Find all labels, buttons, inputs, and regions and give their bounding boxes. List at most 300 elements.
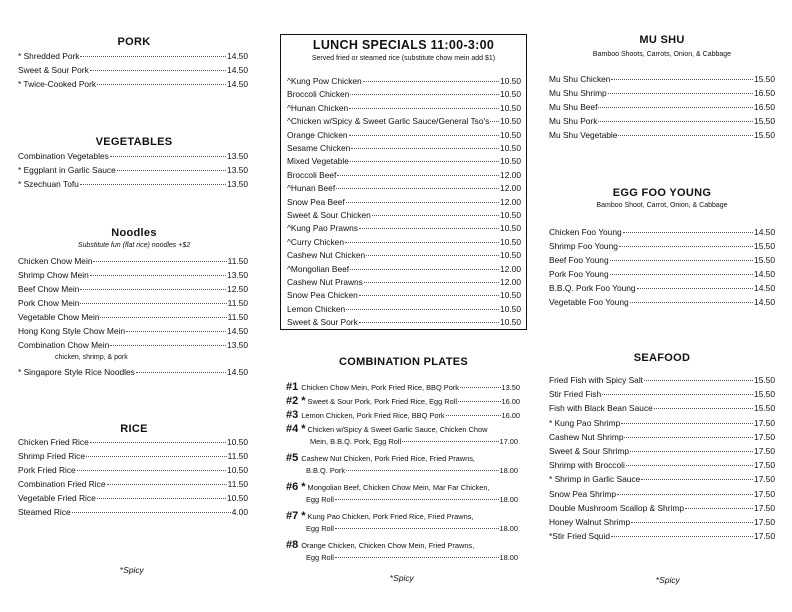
menu-item (18, 179, 248, 191)
menu-item (549, 283, 775, 295)
combo-price: 18.00 (499, 524, 518, 533)
dot-leader (402, 441, 498, 442)
dot-leader (363, 81, 499, 82)
menu-item (18, 270, 248, 282)
item-name: Mu Shu Pork (549, 116, 598, 126)
item-name: * Shredded Pork (18, 51, 80, 61)
item-price: 13.50 (227, 270, 248, 280)
item-price: 12.00 (500, 183, 521, 194)
spicy-legend-right (656, 575, 680, 585)
combo-number: #4 (286, 423, 299, 435)
dot-leader (458, 401, 500, 402)
item-name: ^Hunan Beef (287, 183, 336, 194)
menu-item (18, 465, 248, 477)
item-name: Sweet & Sour Pork (18, 65, 89, 75)
eggfoo-note: Bamboo Shoot, Carrot, Onion, & Cabbage (596, 202, 728, 209)
item-price: 11.50 (227, 256, 248, 266)
combo-description: Lemon Chicken, Pork Fried Rice, BBQ Pork (301, 411, 445, 420)
combination-title: COMBINATION PLATES (338, 356, 469, 368)
item-name: ^Curry Chicken (287, 236, 344, 247)
item-price: 16.50 (754, 88, 775, 98)
menu-item (549, 389, 775, 401)
item-name: Lemon Chicken (287, 303, 346, 314)
dot-leader (366, 255, 499, 256)
dot-leader (97, 84, 226, 85)
combo-plate (286, 395, 520, 407)
dot-leader (446, 415, 501, 416)
menu-item (549, 446, 775, 458)
combo-description: Mein, B.B.Q. Pork, Egg Roll (310, 437, 402, 446)
dot-leader (107, 484, 227, 485)
item-name: ^Hunan Chicken (287, 102, 349, 113)
item-name: Stir Fried Fish (549, 389, 602, 400)
dot-leader (349, 135, 500, 136)
item-price: 15.50 (754, 375, 775, 385)
dot-leader (100, 317, 226, 318)
menu-item (549, 88, 775, 100)
item-price: 10.50 (500, 210, 521, 220)
menu-item (549, 116, 775, 128)
item-price: 14.50 (754, 283, 775, 293)
combo-description: Chicken Chow Mein, Pork Fried Rice, BBQ Pork (301, 383, 459, 392)
dot-leader (335, 499, 499, 500)
spicy-star: * (120, 565, 124, 575)
dot-leader (126, 331, 226, 332)
dot-leader (97, 498, 226, 499)
item-name: Combination Vegetables (18, 151, 109, 161)
dot-leader (610, 274, 753, 275)
item-price: 12.00 (500, 169, 521, 180)
menu-item (549, 489, 775, 501)
item-price: 12.00 (500, 196, 521, 207)
menu-item (549, 74, 775, 86)
dot-leader (685, 508, 753, 509)
menu-item (549, 241, 775, 253)
dot-leader (335, 528, 499, 529)
item-price: 13.50 (227, 165, 248, 175)
spicy-label: Spicy (659, 575, 680, 585)
item-name: Combination Fried Rice (18, 479, 106, 489)
combo-number: #2 (286, 395, 299, 407)
item-price: 10.50 (500, 317, 521, 328)
item-price: 10.50 (500, 236, 521, 247)
seafood-title: SEAFOOD (633, 352, 691, 364)
combo-number: #1 (286, 381, 299, 393)
item-name: Shrimp Fried Rice (18, 451, 86, 461)
spicy-legend-left (120, 565, 144, 575)
item-name: * Eggplant in Garlic Sauce (18, 165, 116, 175)
item-price: 10.50 (227, 437, 248, 447)
combo-price: 18.00 (499, 553, 518, 562)
combo-plate-continued (306, 495, 518, 504)
item-price: 10.50 (500, 290, 521, 301)
item-price: 14.50 (227, 79, 248, 89)
combo-description: Sweet & Sour Pork, Pork Fried Rice, Egg Roll (307, 397, 458, 406)
dot-leader (618, 135, 753, 136)
item-name: * Shrimp in Garlic Sauce (549, 474, 641, 485)
item-name: Shrimp Chow Mein (18, 270, 89, 280)
dot-leader (608, 93, 753, 94)
item-name: Chicken Chow Mein (18, 256, 93, 266)
item-name: Snow Pea Beef (287, 196, 345, 207)
dot-leader (359, 322, 499, 323)
dot-leader (335, 557, 499, 558)
item-name: Chicken Fried Rice (18, 437, 89, 447)
item-name: Mixed Vegetable (287, 156, 349, 167)
item-price: 10.50 (500, 89, 521, 100)
combo-price: 16.00 (501, 411, 520, 420)
noodles-title: Noodles (111, 227, 157, 239)
spicy-star: * (301, 423, 306, 435)
dot-leader (350, 94, 499, 95)
dot-leader (86, 456, 227, 457)
dot-leader (80, 184, 226, 185)
combo-plate-continued (310, 437, 518, 446)
spicy-label: Spicy (393, 573, 414, 583)
menu-item (287, 223, 521, 235)
item-price: 11.50 (227, 298, 248, 308)
dot-leader (598, 121, 753, 122)
dot-leader (136, 372, 226, 373)
combo-price: 18.00 (499, 466, 518, 475)
item-price: 15.50 (754, 74, 775, 84)
item-price: 17.50 (754, 417, 775, 428)
menu-item (287, 183, 521, 195)
item-name: Cashew Nut Chicken (287, 250, 366, 261)
item-price: 17.50 (754, 517, 775, 527)
combo-plate (286, 409, 520, 421)
dot-leader (337, 175, 499, 176)
combo-price: 16.00 (501, 397, 520, 406)
item-name: Sesame Chicken (287, 143, 351, 153)
item-price: 17.50 (754, 474, 775, 485)
item-name: Broccoli Chicken (287, 89, 350, 100)
dot-leader (372, 215, 499, 216)
menu-item (18, 451, 248, 463)
menu-item (287, 277, 521, 289)
item-price: 14.50 (227, 51, 248, 61)
menu-item (18, 79, 248, 91)
item-name: * Szechuan Tofu (18, 179, 79, 189)
dot-leader (364, 282, 499, 283)
item-name: Vegetable Foo Young (549, 297, 629, 307)
dot-leader (90, 70, 226, 71)
combo-number: #3 (286, 409, 299, 421)
menu-item (287, 103, 521, 115)
item-price: 14.50 (754, 297, 775, 307)
menu-item (549, 503, 775, 515)
item-name: Sweet & Sour Chicken (287, 210, 371, 220)
menu-item (549, 255, 775, 267)
dot-leader (110, 345, 226, 346)
menu-item (287, 130, 521, 142)
menu-item (549, 297, 775, 309)
item-name: Pork Foo Young (549, 269, 609, 279)
menu-item (287, 156, 521, 168)
dot-leader (72, 512, 231, 513)
combo-description: Orange Chicken, Chicken Chow Mein, Fried Prawns, (301, 541, 475, 550)
menu-item (549, 531, 775, 543)
spicy-legend-middle (390, 573, 414, 583)
item-price: 10.50 (500, 223, 521, 234)
dot-leader (350, 269, 499, 270)
menu-item (18, 493, 248, 505)
item-price: 10.50 (500, 303, 521, 314)
combo-number: #8 (286, 539, 299, 551)
combo-plate (286, 539, 516, 551)
dot-leader (80, 289, 226, 290)
item-name: Chicken Foo Young (549, 227, 622, 237)
item-name: Snow Pea Chicken (287, 290, 358, 301)
item-name: ^Chicken w/Spicy & Sweet Garlic Sauce/General Tso's (287, 116, 490, 127)
item-name: Fish with Black Bean Sauce (549, 403, 653, 414)
dot-leader (336, 188, 499, 189)
menu-item (18, 326, 248, 338)
dot-leader (598, 107, 753, 108)
dot-leader (80, 303, 226, 304)
vegetables-title: VEGETABLES (95, 136, 173, 148)
lunch-title: LUNCH SPECIALS 11:00-3:00 (312, 38, 495, 52)
item-price: 14.50 (227, 65, 248, 75)
menu-item (18, 65, 248, 77)
combo-price: 17.00 (499, 437, 518, 446)
menu-item (549, 418, 775, 430)
dot-leader (611, 536, 753, 537)
combo-plate-continued (306, 466, 518, 475)
menu-item (287, 250, 521, 262)
item-price: 10.50 (500, 102, 521, 113)
item-name: Beef Foo Young (549, 255, 609, 265)
menu-item (549, 269, 775, 281)
item-name: Mu Shu Beef (549, 102, 598, 112)
combo-number: #6 (286, 481, 299, 493)
menu-item (287, 76, 521, 88)
dot-leader (117, 170, 226, 171)
menu-item (549, 403, 775, 415)
menu-item (18, 312, 248, 324)
item-name: ^Kung Pow Chicken (287, 76, 362, 86)
dot-leader (93, 261, 226, 262)
dot-leader (637, 288, 753, 289)
item-name: * Kung Pao Shrimp (549, 417, 621, 428)
dot-leader (90, 275, 226, 276)
item-price: 4.00 (231, 507, 248, 517)
item-price: 10.50 (227, 465, 248, 475)
menu-item (18, 165, 248, 177)
spicy-star: * (390, 573, 394, 583)
item-name: ^Mongolian Beef (287, 263, 350, 274)
menu-item (18, 507, 248, 519)
item-price: 17.50 (754, 431, 775, 442)
menu-item (549, 432, 775, 444)
menu-item (287, 89, 521, 101)
item-price: 15.50 (754, 116, 775, 126)
menu-item (287, 317, 521, 329)
item-price: 17.50 (754, 502, 775, 513)
combo-number: #5 (286, 452, 299, 464)
item-name: Vegetable Fried Rice (18, 493, 96, 503)
dot-leader (110, 156, 226, 157)
item-name: ^Kung Pao Prawns (287, 223, 358, 234)
menu-item (18, 479, 248, 491)
combo-plate (286, 381, 520, 393)
item-name: Shrimp with Broccoli (549, 460, 625, 471)
menu-item (18, 437, 248, 449)
item-name: Broccoli Beef (287, 169, 337, 180)
mushu-note: Bamboo Shoots, Carrots, Onion, & Cabbage (592, 51, 732, 58)
item-price: 15.50 (754, 241, 775, 251)
item-name: * Twice-Cooked Pork (18, 79, 97, 89)
dot-leader (611, 79, 753, 80)
item-price: 15.50 (754, 255, 775, 265)
menu-item (549, 375, 775, 387)
item-price: 17.50 (754, 488, 775, 499)
item-price: 10.50 (500, 250, 521, 261)
combo-plate-continued (306, 524, 518, 533)
item-price: 11.50 (227, 479, 248, 489)
item-name: Hong Kong Style Chow Mein (18, 326, 126, 336)
menu-item (18, 151, 248, 163)
dot-leader (346, 309, 499, 310)
spicy-label: Spicy (123, 565, 144, 575)
item-name: Sweet & Sour Pork (287, 317, 358, 328)
item-name: Honey Walnut Shrimp (549, 517, 631, 527)
menu-item (18, 340, 248, 352)
item-price: 10.50 (500, 116, 521, 127)
item-name: Orange Chicken (287, 129, 348, 140)
item-price: 13.50 (227, 151, 248, 161)
combo-description: Egg Roll (306, 553, 334, 562)
spicy-star: * (301, 395, 306, 407)
dot-leader (624, 437, 753, 438)
item-price: 16.50 (754, 102, 775, 112)
menu-item (287, 170, 521, 182)
dot-leader (80, 56, 226, 57)
dot-leader (617, 494, 753, 495)
item-name: B.B.Q. Pork Foo Young (549, 283, 636, 293)
item-name: Fried Fish with Spicy Salt (549, 375, 644, 385)
item-name: Cashew Nut Shrimp (549, 431, 624, 442)
item-name: Cashew Nut Prawns (287, 277, 363, 287)
item-price: 14.50 (754, 227, 775, 237)
combo-description: B.B.Q. Pork (306, 466, 346, 475)
menu-item (18, 298, 248, 310)
item-price: 10.50 (500, 156, 521, 167)
dot-leader (460, 387, 501, 388)
item-price: 15.50 (754, 389, 775, 400)
menu-item (287, 264, 521, 276)
item-name: Sweet & Sour Shrimp (549, 446, 630, 456)
dot-leader (630, 302, 753, 303)
rice-title: RICE (120, 423, 148, 435)
item-price: 11.50 (227, 451, 248, 461)
menu-item (549, 517, 775, 529)
combo-description: Egg Roll (306, 524, 334, 533)
item-price: 15.50 (754, 403, 775, 414)
item-price: 10.50 (500, 129, 521, 140)
menu-item (18, 284, 248, 296)
combo-description: Egg Roll (306, 495, 334, 504)
spicy-star: * (301, 510, 306, 522)
dot-leader (359, 228, 499, 229)
dot-leader (644, 380, 753, 381)
menu-item (549, 474, 775, 486)
dot-leader (641, 479, 753, 480)
menu-item (549, 460, 775, 472)
dot-leader (90, 442, 226, 443)
item-price: 14.50 (227, 326, 248, 336)
item-name: Pork Fried Rice (18, 465, 76, 475)
item-price: 12.00 (500, 277, 521, 287)
combo-description: Cashew Nut Chicken, Pork Fried Rice, Fried Prawns, (301, 454, 475, 463)
item-name: Mu Shu Shrimp (549, 88, 607, 98)
eggfoo-title: EGG FOO YOUNG (612, 187, 712, 199)
combo-description: Chicken w/Spicy & Sweet Garlic Sauce, Chicken Chow (307, 425, 488, 434)
item-price: 10.50 (500, 76, 521, 86)
item-name: Vegetable Chow Mein (18, 312, 100, 322)
dot-leader (602, 394, 753, 395)
item-name: Shrimp Foo Young (549, 241, 618, 251)
lunch-note: Served fried or steamed rice (substitute chow mein add $1) (311, 55, 496, 62)
menu-item (549, 130, 775, 142)
combo-plate (286, 481, 516, 493)
item-price: 13.50 (227, 340, 248, 350)
menu-item (18, 51, 248, 63)
pork-title: PORK (117, 36, 151, 48)
menu-item (287, 197, 521, 209)
dot-leader (346, 470, 498, 471)
menu-item (18, 256, 248, 268)
dot-leader (631, 522, 753, 523)
dot-leader (346, 202, 499, 203)
item-name: Pork Chow Mein (18, 298, 80, 308)
dot-leader (490, 121, 499, 122)
menu-item (287, 237, 521, 249)
dot-leader (623, 232, 753, 233)
menu-item (287, 143, 521, 155)
item-price: 14.50 (227, 367, 248, 377)
item-name: Snow Pea Shrimp (549, 488, 617, 499)
item-price: 10.50 (500, 143, 521, 153)
mushu-title: MU SHU (639, 34, 685, 46)
menu-item (287, 116, 521, 128)
dot-leader (345, 242, 499, 243)
item-name: Combination Chow Mein (18, 340, 110, 350)
combination-chow-mein-note: chicken, shrimp, & pork (55, 354, 128, 361)
combo-description: Kung Pao Chicken, Pork Fried Rice, Fried Prawns, (307, 512, 474, 521)
dot-leader (359, 295, 499, 296)
dot-leader (349, 108, 499, 109)
noodles-note: Substitute fun (flat rice) noodles +$2 (77, 242, 191, 249)
combo-plate (286, 510, 516, 522)
spicy-star: * (301, 481, 306, 493)
combo-description: Mongolian Beef, Chicken Chow Mein, Mar Far Chicken, (307, 483, 490, 492)
item-price: 11.50 (227, 312, 248, 322)
menu-item (287, 210, 521, 222)
dot-leader (351, 148, 499, 149)
item-price: 12.00 (500, 263, 521, 274)
item-price: 13.50 (227, 179, 248, 189)
combo-price: 18.00 (499, 495, 518, 504)
item-name: *Stir Fried Squid (549, 531, 610, 542)
item-price: 17.50 (754, 446, 775, 456)
item-price: 17.50 (754, 531, 775, 542)
item-name: Beef Chow Mein (18, 284, 80, 294)
dot-leader (621, 423, 753, 424)
combo-number: #7 (286, 510, 299, 522)
item-price: 15.50 (754, 130, 775, 140)
dot-leader (619, 246, 753, 247)
